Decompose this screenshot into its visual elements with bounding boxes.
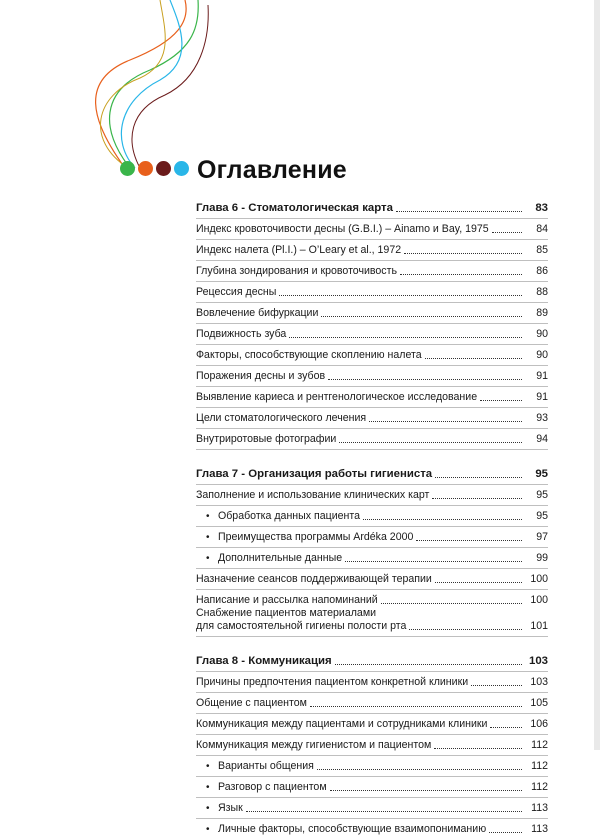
toc-entry[interactable]: Подвижность зуба 90	[196, 328, 548, 340]
toc-subentry[interactable]: • Дополнительные данные 99	[206, 552, 548, 564]
chapter-6-items	[196, 223, 548, 450]
toc-entry[interactable]: Написание и рассылка напоминаний 100	[196, 594, 548, 606]
toc-subentry[interactable]: • Язык 113	[206, 802, 548, 814]
chapter-title: Глава 8 - Коммуникация	[196, 655, 332, 667]
blue-dot	[174, 161, 189, 176]
page-edge-shadow	[594, 0, 600, 750]
maroon-dot	[156, 161, 171, 176]
chapter-page: 83	[535, 202, 548, 214]
toc-entry[interactable]: Индекс налета (Pl.I.) – O’Leary et al., 1972 85	[196, 244, 548, 256]
toc-entry[interactable]: Коммуникация между гигиенистом и пациентом 112	[196, 739, 548, 751]
toc-entry[interactable]: Индекс кровоточивости десны (G.B.I.) – Ainamo и Bay, 1975 84	[196, 223, 548, 235]
chapter-8-items	[196, 676, 548, 836]
toc-entry[interactable]: Снабжение пациентов материалами для самостоятельной гигиены полости рта 101	[196, 607, 548, 632]
toc-entry[interactable]: Общение с пациентом 105	[196, 697, 548, 709]
chapter-title: Глава 7 - Организация работы гигиениста	[196, 468, 433, 480]
green-dot	[120, 161, 135, 176]
bullet-icon: •	[206, 782, 210, 793]
toc-chapter-6[interactable]	[196, 202, 548, 215]
page-title: Оглавление	[197, 156, 347, 184]
bullet-icon: •	[206, 761, 210, 772]
toc-chapter-7[interactable]	[196, 468, 548, 481]
toc-entry[interactable]: Назначение сеансов поддерживающей терапии 100	[196, 573, 548, 585]
toc-entry[interactable]: Причины предпочтения пациентом конкретной клиники 103	[196, 676, 548, 688]
toc-subentry[interactable]: • Преимущества программы Ardéka 2000 97	[206, 531, 548, 543]
bullet-icon: •	[206, 803, 210, 814]
bullet-icon: •	[206, 553, 210, 564]
toc-entry[interactable]: Внутриротовые фотографии 94	[196, 433, 548, 445]
divider	[196, 218, 548, 219]
toc-subentry[interactable]: • Личные факторы, способствующие взаимопониманию 113	[206, 823, 548, 835]
decorative-curves	[70, 0, 210, 175]
toc-subentry[interactable]: • Обработка данных пациента 95	[206, 510, 548, 522]
color-dots	[120, 161, 189, 176]
toc-entry[interactable]: Вовлечение бифуркации 89	[196, 307, 548, 319]
chapter-page: 95	[535, 468, 548, 480]
toc-entry[interactable]: Заполнение и использование клинических карт 95	[196, 489, 548, 501]
toc-chapter-8[interactable]	[196, 655, 548, 668]
toc-subentry[interactable]: • Разговор с пациентом 112	[206, 781, 548, 793]
bullet-icon: •	[206, 824, 210, 835]
toc-entry[interactable]: Факторы, способствующие скоплению налета 90	[196, 349, 548, 361]
toc-subentry[interactable]: • Варианты общения 112	[206, 760, 548, 772]
bullet-icon: •	[206, 511, 210, 522]
toc-entry[interactable]: Глубина зондирования и кровоточивость 86	[196, 265, 548, 277]
toc-entry[interactable]: Коммуникация между пациентами и сотрудниками клиники 106	[196, 718, 548, 730]
toc-entry[interactable]: Выявление кариеса и рентгенологическое исследование 91	[196, 391, 548, 403]
toc-entry[interactable]: Поражения десны и зубов 91	[196, 370, 548, 382]
chapter-7-items	[196, 489, 548, 637]
chapter-page: 103	[528, 655, 548, 667]
chapter-title: Глава 6 - Стоматологическая карта	[196, 202, 393, 214]
toc-entry[interactable]: Цели стоматологического лечения 93	[196, 412, 548, 424]
table-of-contents	[196, 202, 548, 836]
bullet-icon: •	[206, 532, 210, 543]
toc-entry[interactable]: Рецессия десны 88	[196, 286, 548, 298]
orange-dot	[138, 161, 153, 176]
